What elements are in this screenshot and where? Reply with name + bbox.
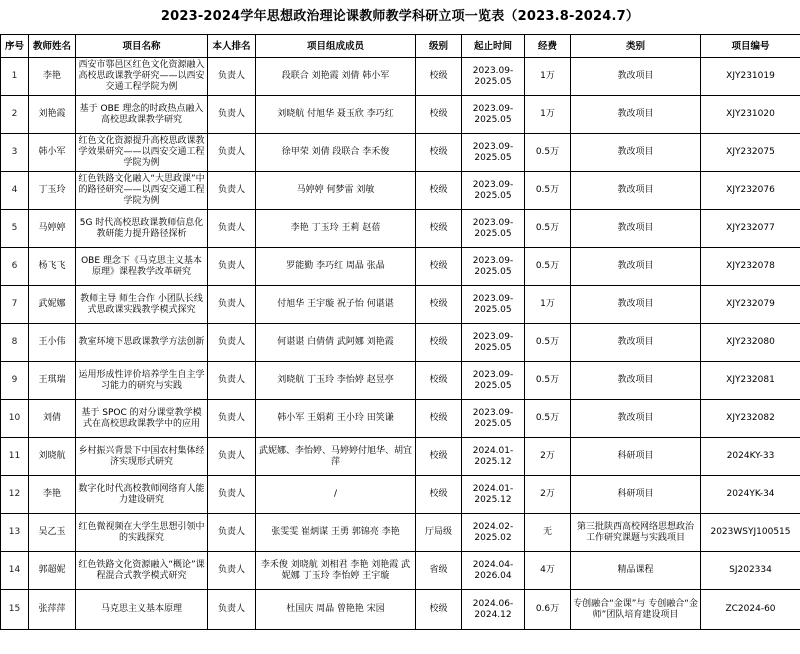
cell-category: 教改项目 <box>571 58 701 96</box>
cell-code: XJY232079 <box>701 286 800 324</box>
cell-code: XJY232076 <box>701 172 800 210</box>
cell-project: OBE 理念下《马克思主义基本原理》课程教学改革研究 <box>76 248 208 286</box>
cell-code: ZC2024-60 <box>701 590 800 630</box>
cell-teacher: 杨飞飞 <box>29 248 76 286</box>
cell-rank: 负责人 <box>208 286 256 324</box>
cell-period <box>462 476 525 514</box>
table-row <box>1 514 800 552</box>
period-start: 2023.09- <box>472 103 514 114</box>
period-end: 2025.05 <box>474 76 512 87</box>
cell-period <box>462 362 525 400</box>
cell-teacher: 张萍萍 <box>29 590 76 630</box>
header-code: 项目编号 <box>701 35 800 58</box>
period-start: 2023.09- <box>472 65 514 76</box>
cell-level: 校级 <box>416 58 462 96</box>
cell-fund: 0.5万 <box>525 362 571 400</box>
period-end: 2025.02 <box>474 532 512 543</box>
cell-members: 罗能勤 李巧红 周晶 张晶 <box>256 248 416 286</box>
cell-project: 5G 时代高校思政课教师信息化教研能力提升路径探析 <box>76 210 208 248</box>
cell-project: 教室环境下思政课教学方法创新 <box>76 324 208 362</box>
cell-category: 教改项目 <box>571 96 701 134</box>
cell-fund: 4万 <box>525 552 571 590</box>
header-members: 项目组成成员 <box>256 35 416 58</box>
cell-period <box>462 96 525 134</box>
cell-code: XJY232077 <box>701 210 800 248</box>
cell-level: 厅局级 <box>416 514 462 552</box>
header-teacher: 教师姓名 <box>29 35 76 58</box>
cell-rank: 负责人 <box>208 210 256 248</box>
cell-teacher: 吴乙玉 <box>29 514 76 552</box>
cell-project: 红色文化资源提升高校思政课教学效果研究——以西安交通工程学院为例 <box>76 134 208 172</box>
cell-members: 李禾俊 刘晓航 刘相君 李艳 刘艳霞 武妮娜 丁玉玲 李怡婷 王宇璇 <box>256 552 416 590</box>
period-end: 2025.05 <box>474 342 512 353</box>
period-start: 2023.09- <box>472 331 514 342</box>
table-row <box>1 438 800 476</box>
cell-no: 12 <box>1 476 29 514</box>
period-end: 2025.05 <box>474 304 512 315</box>
cell-members: 徐甲荣 刘倩 段联合 李禾俊 <box>256 134 416 172</box>
cell-no: 14 <box>1 552 29 590</box>
cell-project: 运用形成性评价培养学生自主学习能力的研究与实践 <box>76 362 208 400</box>
cell-period <box>462 324 525 362</box>
cell-fund: 1万 <box>525 58 571 96</box>
cell-no: 4 <box>1 172 29 210</box>
cell-no: 10 <box>1 400 29 438</box>
cell-category: 教改项目 <box>571 324 701 362</box>
cell-level: 校级 <box>416 210 462 248</box>
cell-level: 校级 <box>416 172 462 210</box>
cell-period <box>462 286 525 324</box>
cell-rank: 负责人 <box>208 514 256 552</box>
cell-level: 校级 <box>416 438 462 476</box>
header-row <box>1 35 800 58</box>
period-start: 2024.04- <box>472 559 514 570</box>
cell-project: 红色铁路文化融入“大思政课”中的路径研究——以西安交通工程学院为例 <box>76 172 208 210</box>
cell-category: 教改项目 <box>571 248 701 286</box>
period-start: 2023.09- <box>472 293 514 304</box>
cell-period <box>462 134 525 172</box>
cell-no: 7 <box>1 286 29 324</box>
cell-fund: 2万 <box>525 476 571 514</box>
cell-code: XJY232080 <box>701 324 800 362</box>
cell-rank: 负责人 <box>208 476 256 514</box>
period-start: 2024.02- <box>472 521 514 532</box>
cell-project: 红色微视频在大学生思想引领中的实践探究 <box>76 514 208 552</box>
cell-code: 2023WSYJ100515 <box>701 514 800 552</box>
period-end: 2025.05 <box>474 228 512 239</box>
cell-level: 校级 <box>416 286 462 324</box>
cell-code: XJY231020 <box>701 96 800 134</box>
cell-members: 李艳 丁玉玲 王莉 赵蓓 <box>256 210 416 248</box>
cell-code: XJY232075 <box>701 134 800 172</box>
period-end: 2025.05 <box>474 380 512 391</box>
cell-fund: 2万 <box>525 438 571 476</box>
header-category: 类别 <box>571 35 701 58</box>
cell-code: SJ202334 <box>701 552 800 590</box>
cell-category: 科研项目 <box>571 438 701 476</box>
period-start: 2024.01- <box>472 483 514 494</box>
table-row <box>1 172 800 210</box>
cell-teacher: 韩小军 <box>29 134 76 172</box>
header-fund: 经费 <box>525 35 571 58</box>
cell-rank: 负责人 <box>208 96 256 134</box>
cell-period <box>462 400 525 438</box>
cell-rank: 负责人 <box>208 248 256 286</box>
cell-no: 15 <box>1 590 29 630</box>
period-start: 2024.01- <box>472 445 514 456</box>
cell-teacher: 李艳 <box>29 476 76 514</box>
period-end: 2025.05 <box>474 190 512 201</box>
cell-rank: 负责人 <box>208 324 256 362</box>
period-start: 2023.09- <box>472 407 514 418</box>
period-end: 2024.12 <box>474 609 512 620</box>
cell-rank: 负责人 <box>208 134 256 172</box>
period-start: 2023.09- <box>472 179 514 190</box>
cell-fund: 0.5万 <box>525 134 571 172</box>
cell-level: 省级 <box>416 552 462 590</box>
cell-fund: 无 <box>525 514 571 552</box>
cell-fund: 0.5万 <box>525 248 571 286</box>
table-row <box>1 96 800 134</box>
period-start: 2023.09- <box>472 369 514 380</box>
table-row <box>1 286 800 324</box>
cell-no: 8 <box>1 324 29 362</box>
cell-rank: 负责人 <box>208 552 256 590</box>
cell-teacher: 郭超妮 <box>29 552 76 590</box>
cell-members: 杜国庆 周晶 曾艳艳 宋园 <box>256 590 416 630</box>
cell-members: 刘晓航 付旭华 聂玉欣 李巧红 <box>256 96 416 134</box>
cell-fund: 0.5万 <box>525 172 571 210</box>
cell-no: 11 <box>1 438 29 476</box>
cell-category: 教改项目 <box>571 400 701 438</box>
cell-category: 教改项目 <box>571 134 701 172</box>
table-row <box>1 248 800 286</box>
cell-teacher: 武妮娜 <box>29 286 76 324</box>
cell-teacher: 马婷婷 <box>29 210 76 248</box>
cell-fund: 0.5万 <box>525 400 571 438</box>
table-row <box>1 58 800 96</box>
cell-category: 专创融合“金课”与 专创融合“金师”团队培育建设项目 <box>571 590 701 630</box>
header-level: 级别 <box>416 35 462 58</box>
cell-period <box>462 590 525 630</box>
cell-rank: 负责人 <box>208 58 256 96</box>
cell-code: 2024YK-34 <box>701 476 800 514</box>
table-row <box>1 362 800 400</box>
cell-project: 基于 SPOC 的对分课堂教学模式在高校思政课教学中的应用 <box>76 400 208 438</box>
cell-no: 3 <box>1 134 29 172</box>
cell-code: XJY232078 <box>701 248 800 286</box>
cell-level: 校级 <box>416 476 462 514</box>
cell-level: 校级 <box>416 96 462 134</box>
cell-members: 韩小军 王娟莉 王小玲 田笑谦 <box>256 400 416 438</box>
cell-code: XJY231019 <box>701 58 800 96</box>
cell-level: 校级 <box>416 248 462 286</box>
cell-category: 教改项目 <box>571 172 701 210</box>
cell-code: 2024KY-33 <box>701 438 800 476</box>
period-end: 2025.05 <box>474 266 512 277</box>
cell-members: / <box>256 476 416 514</box>
cell-project: 乡村振兴背景下中国农村集体经济实现形式研究 <box>76 438 208 476</box>
period-end: 2026.04 <box>474 570 512 581</box>
table-row <box>1 552 800 590</box>
cell-fund: 0.5万 <box>525 210 571 248</box>
period-start: 2023.09- <box>472 141 514 152</box>
header-period: 起止时间 <box>462 35 525 58</box>
header-project: 项目名称 <box>76 35 208 58</box>
period-start: 2023.09- <box>472 255 514 266</box>
cell-members: 何谌谌 白倩倩 武阿娜 刘艳霞 <box>256 324 416 362</box>
cell-rank: 负责人 <box>208 590 256 630</box>
cell-teacher: 刘倩 <box>29 400 76 438</box>
cell-teacher: 王小伟 <box>29 324 76 362</box>
cell-fund: 0.6万 <box>525 590 571 630</box>
cell-period <box>462 58 525 96</box>
cell-period <box>462 248 525 286</box>
header-rank: 本人排名 <box>208 35 256 58</box>
project-table <box>0 34 800 630</box>
cell-level: 校级 <box>416 590 462 630</box>
cell-category: 教改项目 <box>571 362 701 400</box>
cell-rank: 负责人 <box>208 400 256 438</box>
table-row <box>1 210 800 248</box>
cell-level: 校级 <box>416 134 462 172</box>
cell-members: 张雯雯 崔炳谋 王勇 郭锦亮 李艳 <box>256 514 416 552</box>
cell-period <box>462 438 525 476</box>
cell-category: 教改项目 <box>571 286 701 324</box>
cell-members: 刘晓航 丁玉玲 李怡婷 赵昱亭 <box>256 362 416 400</box>
period-end: 2025.12 <box>474 494 512 505</box>
cell-no: 9 <box>1 362 29 400</box>
cell-no: 13 <box>1 514 29 552</box>
cell-project: 数字化时代高校教师网络育人能力建设研究 <box>76 476 208 514</box>
cell-category: 科研项目 <box>571 476 701 514</box>
cell-project: 教师主导 师生合作 小团队长线式思政课实践教学模式探究 <box>76 286 208 324</box>
period-end: 2025.05 <box>474 114 512 125</box>
cell-period <box>462 514 525 552</box>
cell-category: 精品课程 <box>571 552 701 590</box>
table-row <box>1 134 800 172</box>
table-row <box>1 400 800 438</box>
table-row <box>1 324 800 362</box>
period-end: 2025.05 <box>474 152 512 163</box>
cell-no: 5 <box>1 210 29 248</box>
cell-level: 校级 <box>416 362 462 400</box>
cell-code: XJY232082 <box>701 400 800 438</box>
cell-period <box>462 552 525 590</box>
cell-teacher: 刘艳霞 <box>29 96 76 134</box>
cell-teacher: 王琪瑞 <box>29 362 76 400</box>
period-end: 2025.05 <box>474 418 512 429</box>
cell-level: 校级 <box>416 400 462 438</box>
cell-members: 武妮娜、李怡婷、马婷婷付旭华、胡宜萍 <box>256 438 416 476</box>
cell-fund: 0.5万 <box>525 324 571 362</box>
cell-rank: 负责人 <box>208 172 256 210</box>
period-end: 2025.12 <box>474 456 512 467</box>
cell-level: 校级 <box>416 324 462 362</box>
cell-teacher: 丁玉玲 <box>29 172 76 210</box>
cell-fund: 1万 <box>525 96 571 134</box>
cell-no: 1 <box>1 58 29 96</box>
cell-teacher: 李艳 <box>29 58 76 96</box>
period-start: 2024.06- <box>472 598 514 609</box>
cell-project: 西安市鄠邑区红色文化资源融入高校思政课教学研究——以西安交通工程学院为例 <box>76 58 208 96</box>
cell-no: 6 <box>1 248 29 286</box>
cell-period <box>462 210 525 248</box>
cell-no: 2 <box>1 96 29 134</box>
table-row <box>1 476 800 514</box>
table-title: 2023-2024学年思想政治理论课教师教学科研立项一览表（2023.8-2024.7） <box>160 9 640 24</box>
period-start: 2023.09- <box>472 217 514 228</box>
cell-period <box>462 172 525 210</box>
cell-teacher: 刘晓航 <box>29 438 76 476</box>
cell-rank: 负责人 <box>208 362 256 400</box>
cell-project: 马克思主义基本原理 <box>76 590 208 630</box>
cell-members: 付旭华 王宇璇 祝子怡 何谌谌 <box>256 286 416 324</box>
cell-project: 基于 OBE 理念的时政热点融入高校思政课教学研究 <box>76 96 208 134</box>
cell-category: 第三批陕西高校网络思想政治工作研究课题与实践项目 <box>571 514 701 552</box>
cell-category: 教改项目 <box>571 210 701 248</box>
cell-members: 马婷婷 何梦雷 刘敏 <box>256 172 416 210</box>
table-row <box>1 590 800 630</box>
header-no: 序号 <box>1 35 29 58</box>
cell-code: XJY232081 <box>701 362 800 400</box>
cell-project: 红色铁路文化资源融入“概论”课程混合式教学模式研究 <box>76 552 208 590</box>
cell-fund: 1万 <box>525 286 571 324</box>
cell-members: 段联合 刘艳霞 刘倩 韩小军 <box>256 58 416 96</box>
cell-rank: 负责人 <box>208 438 256 476</box>
